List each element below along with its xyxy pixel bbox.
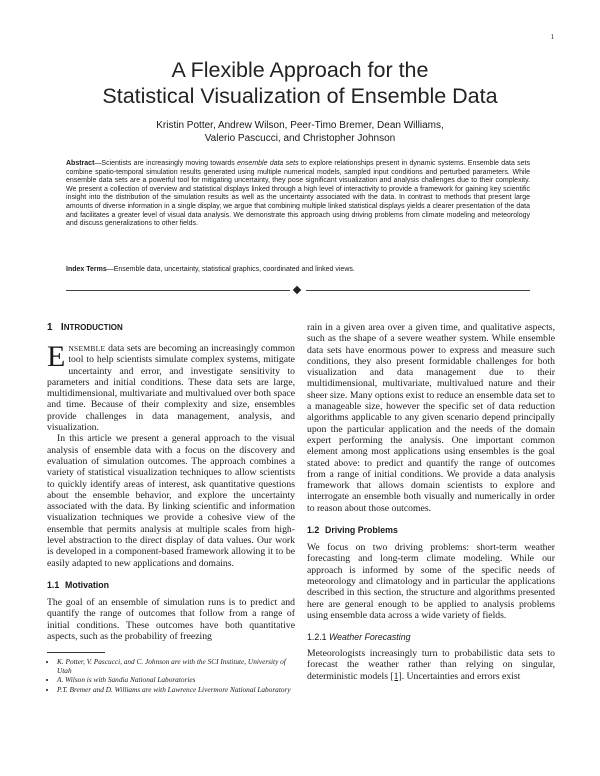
- authors-line-2: Valerio Pascucci, and Christopher Johnson: [204, 132, 396, 144]
- citation-link[interactable]: [1]: [390, 670, 402, 682]
- intro-smallcaps: NSEMBLE: [68, 344, 106, 353]
- index-terms-label: Index Terms: [66, 266, 107, 273]
- section-1-title-first: I: [60, 322, 64, 333]
- divider-line-right: [306, 290, 530, 291]
- weather-forecasting-paragraph: [307, 648, 555, 682]
- title-line-1: A Flexible Approach for the: [171, 58, 429, 82]
- section-1-2-number: 1.2: [307, 525, 320, 536]
- divider-line-left: [66, 290, 290, 291]
- motivation-paragraph: The goal of an ensemble of simulation runs is to predict and quantify the range of outcomes that follow from a range of initial conditions. These outcomes have both quantitative aspects, such as the probability of freezing: [47, 596, 295, 642]
- section-1-2-1-number: 1.2.1: [307, 632, 327, 643]
- abstract-text-1: —Scientists are increasingly moving towards: [94, 160, 238, 167]
- dropcap: E: [47, 340, 66, 373]
- section-1-1-title: Motivation: [65, 579, 109, 590]
- weather-text-2: . Uncertainties and errors exist: [401, 670, 521, 682]
- footnote-item: • P.T. Bremer and D. Williams are with Lawrence Livermore National Laboratory: [57, 686, 295, 695]
- section-1-2-heading: [307, 525, 555, 536]
- footnote-item: • K. Potter, V. Pascucci, and C. Johnson are with the SCI Institute, University of Utah: [57, 658, 295, 675]
- intro-paragraph-2: In this article we present a general approach to the visual analysis of ensemble data with a focus on the discovery and evaluation of simulation outcomes. The approach combines a variety of statistical visualization techniques to allow scientists to quickly identify areas of interest, ask quantitative questions about the ensemble behavior, and explore the uncertainty associated with the data. By linking scientific and information visualization techniques we provide a cohesive view of the ensemble that permits analysis at multiple scales from high-level abstraction to the direct display of data values. Our work is developed in a component-based framework allowing it to be easily adapted to new applications and domains.: [47, 433, 295, 569]
- authors-line-1: Kristin Potter, Andrew Wilson, Peer-Timo Bremer, Dean Williams,: [156, 120, 444, 131]
- left-column: [47, 322, 295, 696]
- intro-paragraph-1: [47, 340, 295, 434]
- index-terms: [66, 266, 530, 275]
- motivation-paragraph-continued: rain in a given area over a given time, and qualitative aspects, such as the shape of a severe weather system. While ensemble data sets have enormous power to express and measure such conditions, they also present formidable challenges for both visualization and data management due to their multidimensional, multivariate, multivalued nature and their sheer size. Many options exist to reduce an ensemble data set to a manageable size, however the specific set of data reduction algorithms applicable to any given scenario depend principally upon the particular application and the needs of the domain expert performing the analysis. One important common element among most applications using ensembles is the goal stated above: to predict and quantify the range of outcomes from a range of initial conditions. We provide a data analysis framework that allows domain scientists to explore and interrogate an ensemble both visually and numerically in order to reason about those outcomes.: [307, 322, 555, 514]
- footnote-rule: [47, 652, 105, 653]
- abstract-text-2: to explore relationships present in dynamic systems. Ensemble data sets combine spatio-temporal simulation results generated using multiple numerical models, sampled input conditions and perturbed parameters. While ensemble data sets are a powerful tool for mitigating uncertainty, they pose significant visualization and analysis challenges due to their complexity. We present a collection of overview and statistical displays linked through a high level of interactivity to provide a framework for gaining key scientific insight into the distribution of the simulation results as well as the uncertainty associated with the data. In contrast to methods that present large amounts of diverse information in a single display, we argue that combining multiple linked statistical displays yields a clearer presentation of the data and facilitates a greater level of visual data analysis. We demonstrate this approach using driving problems from climate modeling and meteorology and discuss generalizations to other fields.: [66, 160, 531, 228]
- diamond-icon: [293, 285, 301, 293]
- section-1-1-number: 1.1: [47, 579, 60, 590]
- paper-title: [0, 57, 600, 109]
- section-1-number: 1: [47, 322, 53, 333]
- intro-paragraph-1-text: data sets are becoming an increasingly common tool to help scientists simulate complex systems, mitigate uncertainty and error, and investigate sensitivity to parameters and initial conditions. These data sets are large, multidimensional, multivariate and multivalued over both space and time. Because of their complexity and size, ensembles provide challenges in data management, analysis, and visualization.: [47, 343, 295, 434]
- title-line-2: Statistical Visualization of Ensemble Data: [102, 84, 498, 108]
- driving-problems-paragraph: We focus on two driving problems: short-term weather forecasting and long-term climate modeling. While our approach is informed by some of the specific needs of meteorology and climatology and in particular the applications described in this section, the structure and algorithms presented here are general enough to be applied to analysis problems using ensemble data across a wide variety of fields.: [307, 542, 555, 621]
- section-1-2-1-heading: [307, 632, 555, 643]
- page-number: 1: [550, 33, 554, 41]
- right-column: [307, 322, 555, 682]
- index-terms-text: —Ensemble data, uncertainty, statistical graphics, coordinated and linked views.: [106, 266, 355, 273]
- footnotes: [47, 658, 295, 694]
- author-list: [0, 120, 600, 145]
- footnote-item: • A. Wilson is with Sandia National Laboratories: [57, 676, 295, 685]
- abstract-emphasis: ensemble data sets: [237, 160, 299, 167]
- section-1-heading: [47, 322, 295, 334]
- section-divider: [66, 286, 530, 294]
- abstract: [66, 160, 530, 229]
- section-1-1-heading: [47, 580, 295, 591]
- weather-text-1: Meteorologists increasingly turn to probabilistic data sets to forecast the weather rather than relying on singular, deterministic models: [307, 648, 555, 682]
- section-1-2-1-title: Weather Forecasting: [329, 632, 411, 643]
- section-1-2-title: Driving Problems: [325, 525, 398, 536]
- abstract-label: Abstract: [66, 160, 95, 167]
- section-1-title-rest: NTRODUCTION: [63, 323, 123, 332]
